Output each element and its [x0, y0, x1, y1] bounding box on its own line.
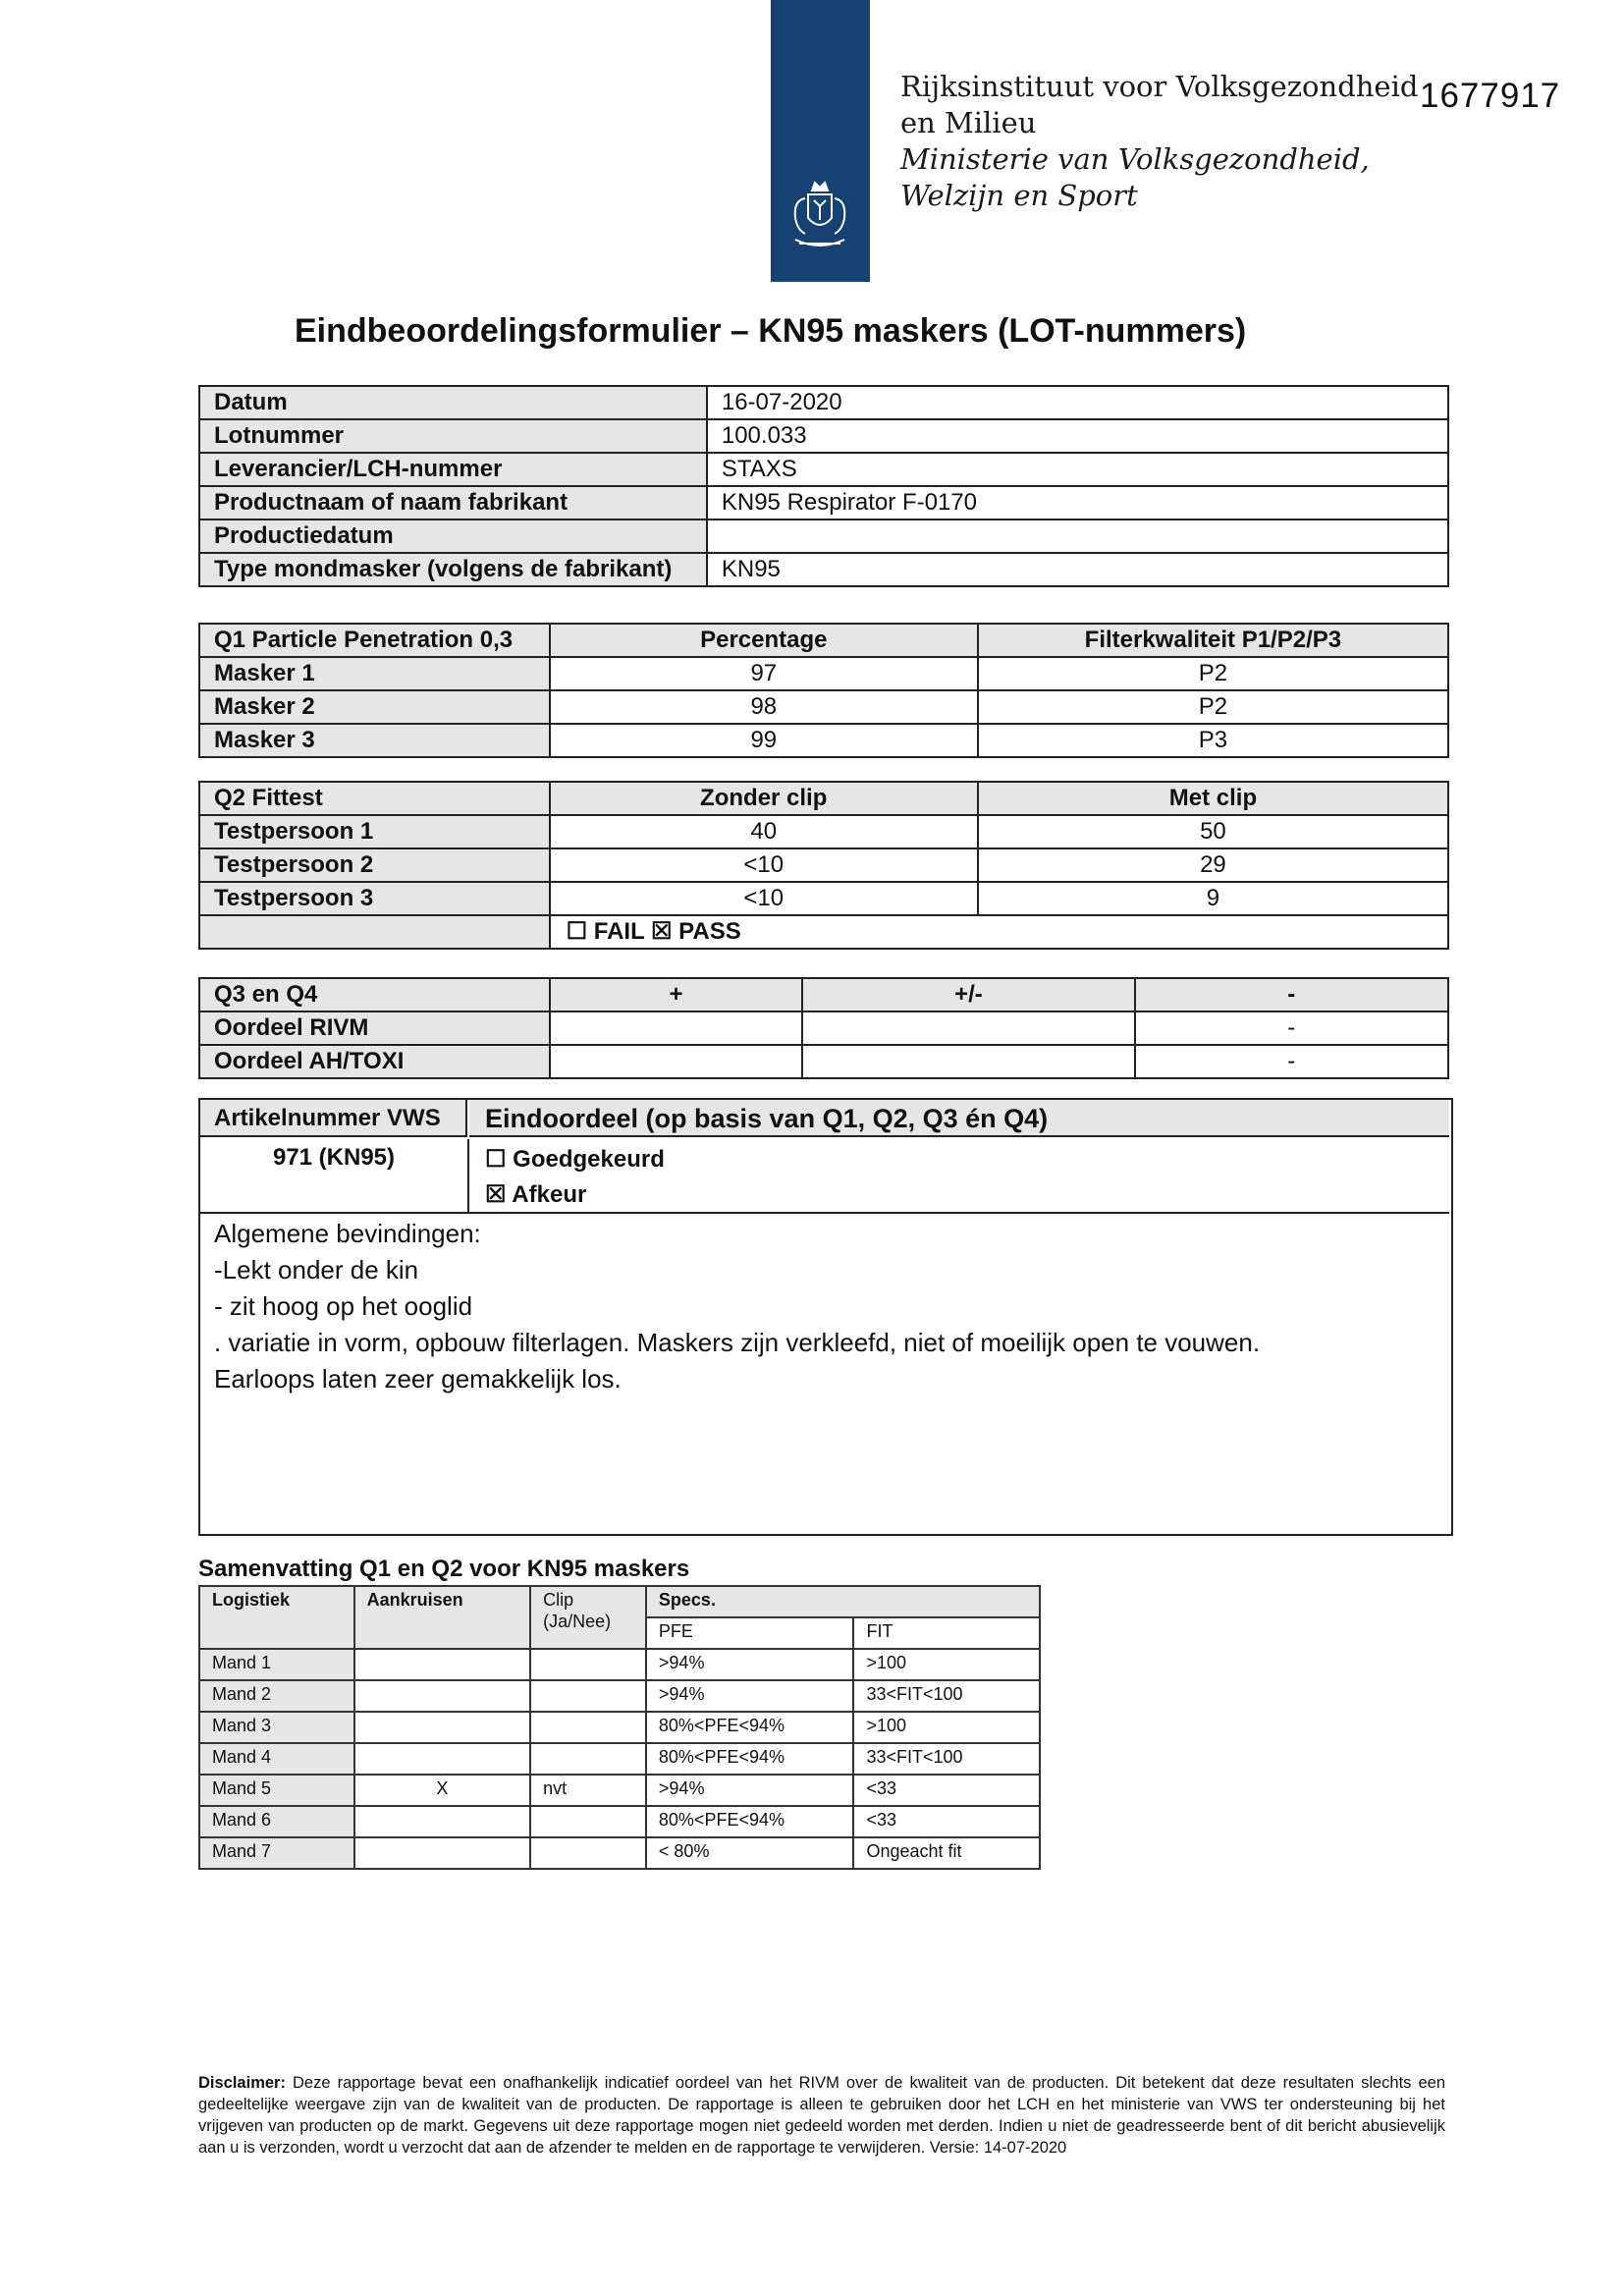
table-row — [199, 1011, 1448, 1045]
with-clip-cell: 50 — [978, 815, 1448, 848]
header-clip-line-1: Clip — [543, 1590, 574, 1610]
table-row — [199, 1837, 1040, 1869]
pfe-cell: 80%<PFE<94% — [646, 1743, 854, 1775]
quality-cell: P2 — [978, 690, 1448, 724]
row-label: Testpersoon 1 — [199, 815, 550, 848]
q34-header: Q3 en Q4 — [199, 978, 550, 1011]
q34-header-minus: - — [1135, 978, 1448, 1011]
q2-header-without-clip: Zonder clip — [550, 782, 978, 815]
fit-cell: Ongeacht fit — [853, 1837, 1040, 1869]
plusminus-cell — [802, 1011, 1134, 1045]
row-label: Masker 1 — [199, 657, 550, 690]
royal-coat-of-arms-icon — [776, 179, 864, 257]
page-title: Eindbeoordelingsformulier – KN95 maskers (LOT-nummers) — [295, 312, 1247, 350]
disclaimer — [198, 2072, 1445, 2159]
row-label: Testpersoon 2 — [199, 848, 550, 882]
row-label: Testpersoon 3 — [199, 882, 550, 915]
q2-header-with-clip: Met clip — [978, 782, 1448, 815]
clip-cell — [530, 1743, 646, 1775]
clip-cell — [530, 1837, 646, 1869]
check-cell[interactable] — [354, 1680, 531, 1712]
mand-label: Mand 2 — [199, 1680, 354, 1712]
info-value: STAXS — [707, 453, 1448, 486]
mand-label: Mand 6 — [199, 1806, 354, 1837]
header-clip-line-2: (Ja/Nee) — [543, 1612, 612, 1631]
q34-header-plus: + — [550, 978, 803, 1011]
pfe-cell: >94% — [646, 1649, 854, 1680]
approved-checkbox[interactable]: ☐ Goedgekeurd — [485, 1146, 665, 1173]
clip-cell — [530, 1680, 646, 1712]
fit-cell: >100 — [853, 1712, 1040, 1743]
institute-line-2: en Milieu — [900, 106, 1037, 139]
info-label: Productnaam of naam fabrikant — [199, 486, 707, 519]
institute-name — [900, 69, 1418, 214]
verdict-label: Eindoordeel (op basis van Q1, Q2, Q3 én Q4) — [469, 1100, 1449, 1137]
row-label: Masker 2 — [199, 690, 550, 724]
disclaimer-text: Deze rapportage bevat een onafhankelijk indicatief oordeel van het RIVM over de kwaliteit van de producten. Dit betekent dat deze resultaten slechts een gedeeltelijke weergave zijn van de kwaliteit van de producten. De rapportage is alleen te gebruiken door het LCH en het ministerie van VWS ter ondersteuning bij het vrijgeven van producten op de markt. Gegevens uit deze rapportage mogen niet gedeeld worden met derden. Indien u niet de geadresseerde bent of dit bericht abusievelijk aan u is verzonden, wordt u verzocht dat aan de afzender te melden en de rapportage te verwijderen. Versie: 14-07-2020 — [198, 2074, 1445, 2157]
clip-cell — [530, 1806, 646, 1837]
info-label: Datum — [199, 386, 707, 419]
with-clip-cell: 9 — [978, 882, 1448, 915]
info-value: 16-07-2020 — [707, 386, 1448, 419]
table-row — [199, 1649, 1040, 1680]
quality-cell: P2 — [978, 657, 1448, 690]
header-aankruisen: Aankruisen — [354, 1586, 531, 1649]
q1-header-quality: Filterkwaliteit P1/P2/P3 — [978, 624, 1448, 657]
q34-header-plusminus: +/- — [802, 978, 1134, 1011]
fit-cell: <33 — [853, 1806, 1040, 1837]
clip-cell — [530, 1649, 646, 1680]
percentage-cell: 98 — [550, 690, 978, 724]
check-cell[interactable] — [354, 1712, 531, 1743]
header-clip — [530, 1586, 646, 1649]
table-row — [199, 1045, 1448, 1078]
info-value: KN95 Respirator F-0170 — [707, 486, 1448, 519]
info-row — [199, 519, 1448, 553]
findings — [214, 1216, 1260, 1397]
table-row — [199, 1806, 1040, 1837]
row-label: Oordeel RIVM — [199, 1011, 550, 1045]
minus-cell: - — [1135, 1045, 1448, 1078]
percentage-cell: 97 — [550, 657, 978, 690]
q2-header: Q2 Fittest — [199, 782, 550, 815]
fit-cell: 33<FIT<100 — [853, 1743, 1040, 1775]
q1-header-row — [199, 624, 1448, 657]
divider — [200, 1212, 1449, 1214]
info-label: Type mondmasker (volgens de fabrikant) — [199, 553, 707, 586]
row-label: Masker 3 — [199, 724, 550, 757]
info-value: 100.033 — [707, 419, 1448, 453]
check-cell[interactable]: X — [354, 1775, 531, 1806]
info-label: Leverancier/LCH-nummer — [199, 453, 707, 486]
q1-table — [198, 623, 1449, 758]
clip-cell: nvt — [530, 1775, 646, 1806]
document-number: 1677917 — [1420, 77, 1561, 115]
table-row — [199, 1743, 1040, 1775]
q1-header-percentage: Percentage — [550, 624, 978, 657]
finding-line: . variatie in vorm, opbouw filterlagen. Maskers zijn verkleefd, niet of moeilijk open te vouwen. — [214, 1328, 1261, 1357]
header-fit: FIT — [853, 1617, 1040, 1649]
check-cell[interactable] — [354, 1806, 531, 1837]
summary-title: Samenvatting Q1 en Q2 voor KN95 maskers — [198, 1556, 690, 1582]
header-pfe: PFE — [646, 1617, 854, 1649]
finding-line: Earloops laten zeer gemakkelijk los. — [214, 1364, 622, 1394]
table-row — [199, 1775, 1040, 1806]
row-label: Oordeel AH/TOXI — [199, 1045, 550, 1078]
table-row — [199, 724, 1448, 757]
info-value: KN95 — [707, 553, 1448, 586]
pfe-cell: 80%<PFE<94% — [646, 1712, 854, 1743]
table-row — [199, 915, 1448, 949]
fit-cell: <33 — [853, 1775, 1040, 1806]
table-row — [199, 1712, 1040, 1743]
info-value — [707, 519, 1448, 553]
ministry-line-2: Welzijn en Sport — [900, 179, 1138, 212]
mand-label: Mand 5 — [199, 1775, 354, 1806]
info-row — [199, 419, 1448, 453]
without-clip-cell: 40 — [550, 815, 978, 848]
info-row — [199, 553, 1448, 586]
institute-line-1: Rijksinstituut voor Volksgezondheid — [900, 70, 1419, 103]
with-clip-cell: 29 — [978, 848, 1448, 882]
q2-header-row — [199, 782, 1448, 815]
check-cell[interactable] — [354, 1743, 531, 1775]
mand-label: Mand 4 — [199, 1743, 354, 1775]
info-row — [199, 453, 1448, 486]
without-clip-cell: <10 — [550, 882, 978, 915]
mand-label: Mand 3 — [199, 1712, 354, 1743]
table-row — [199, 882, 1448, 915]
clip-cell — [530, 1712, 646, 1743]
table-row — [199, 848, 1448, 882]
plus-cell — [550, 1011, 803, 1045]
ministry-line-1: Ministerie van Volksgezondheid, — [900, 142, 1370, 176]
table-row — [199, 657, 1448, 690]
pfe-cell: 80%<PFE<94% — [646, 1806, 854, 1837]
table-row — [199, 1680, 1040, 1712]
q2-table — [198, 781, 1449, 950]
header-specs: Specs. — [646, 1586, 1040, 1617]
q34-table — [198, 977, 1449, 1079]
pfe-cell: >94% — [646, 1775, 854, 1806]
plusminus-cell — [802, 1045, 1134, 1078]
quality-cell: P3 — [978, 724, 1448, 757]
info-row — [199, 486, 1448, 519]
table-row — [199, 815, 1448, 848]
header-logistiek: Logistiek — [199, 1586, 354, 1649]
table-row — [199, 690, 1448, 724]
check-cell[interactable] — [354, 1837, 531, 1869]
info-label: Lotnummer — [199, 419, 707, 453]
info-table — [198, 385, 1449, 587]
info-label: Productiedatum — [199, 519, 707, 553]
plus-cell — [550, 1045, 803, 1078]
fit-cell: 33<FIT<100 — [853, 1680, 1040, 1712]
q34-header-row — [199, 978, 1448, 1011]
mand-label: Mand 1 — [199, 1649, 354, 1680]
mand-label: Mand 7 — [199, 1837, 354, 1869]
pfe-cell: >94% — [646, 1680, 854, 1712]
percentage-cell: 99 — [550, 724, 978, 757]
info-row — [199, 386, 1448, 419]
q1-header: Q1 Particle Penetration 0,3 — [199, 624, 550, 657]
row-label — [199, 915, 550, 949]
pfe-cell: < 80% — [646, 1837, 854, 1869]
check-cell[interactable] — [354, 1649, 531, 1680]
article-number-value: 971 (KN95) — [200, 1139, 469, 1212]
fit-cell: >100 — [853, 1649, 1040, 1680]
fail-pass-checkboxes[interactable]: ☐ FAIL ☒ PASS — [550, 915, 1448, 949]
minus-cell: - — [1135, 1011, 1448, 1045]
disclaimer-label: Disclaimer: — [198, 2074, 286, 2092]
findings-label: Algemene bevindingen: — [214, 1219, 481, 1248]
finding-line: -Lekt onder de kin — [214, 1255, 419, 1285]
rejected-checkbox[interactable]: ☒ Afkeur — [485, 1181, 587, 1208]
article-number-label: Artikelnummer VWS — [200, 1100, 467, 1137]
finding-line: - zit hoog op het ooglid — [214, 1291, 473, 1321]
without-clip-cell: <10 — [550, 848, 978, 882]
summary-header-row — [199, 1586, 1040, 1617]
summary-table — [198, 1585, 1041, 1870]
